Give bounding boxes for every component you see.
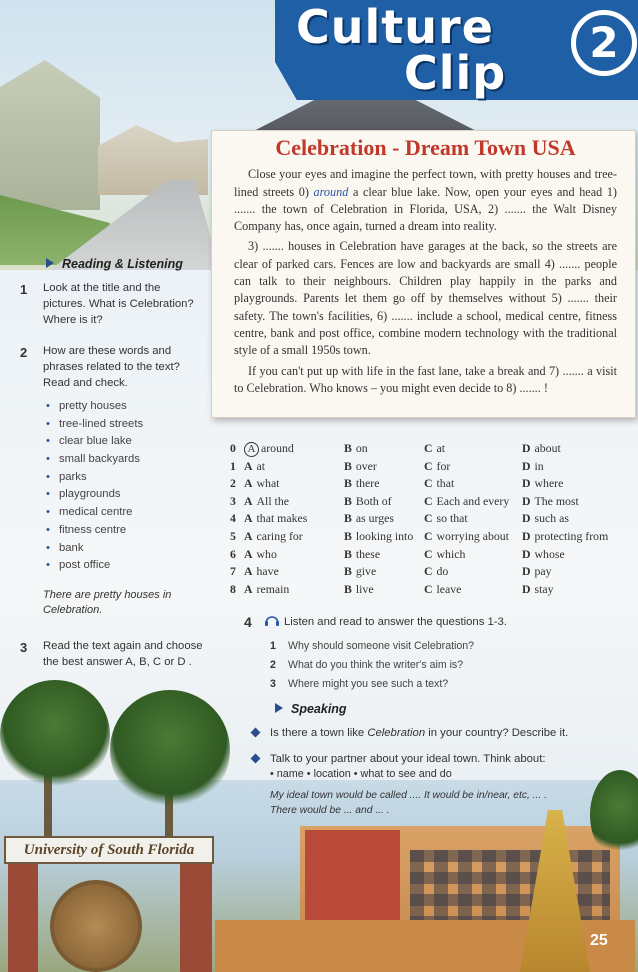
exercise-number: 2: [20, 345, 28, 360]
answer-option-d: [522, 529, 608, 544]
reading-paragraph-3: If you can't put up with life in the fast lane, take a break and 7) ....... a visit to Celebration. Who knows – you might even decide to 8) ....... !: [234, 363, 617, 395]
speaking-text-italic: Celebration: [367, 727, 426, 739]
speaking-item-2: Talk to your partner about your ideal town. Think about:: [270, 753, 546, 765]
list-item: • fitness centre: [46, 524, 143, 542]
example-sentence: There are pretty houses in Celebration.: [43, 589, 172, 616]
option-letter: D: [522, 441, 531, 455]
option-letter: D: [522, 458, 531, 473]
exercise-2-text: How are these words and phrases related to the text? Read and check.: [43, 345, 180, 389]
answer-row-number: 5: [230, 529, 236, 543]
option-text: such as: [534, 511, 569, 526]
option-letter: D: [522, 581, 531, 596]
banner-title-line2: Clip: [404, 46, 507, 100]
answer-option-c: [424, 494, 509, 509]
answer-option-d: [522, 476, 563, 491]
option-text: which: [436, 546, 466, 561]
answer-option-a: [244, 511, 307, 526]
answer-option-a: [244, 441, 294, 457]
answer-option-c: [424, 582, 461, 597]
answer-option-c: [424, 564, 448, 579]
answer-option-c: [424, 511, 468, 526]
option-text: on: [355, 441, 368, 455]
arrow-icon: [46, 258, 54, 268]
list-item: [270, 678, 474, 697]
answer-option-b: [344, 547, 380, 562]
option-text: whose: [534, 546, 565, 561]
heading-label: Reading & Listening: [62, 257, 183, 271]
answer-option-d: [522, 547, 565, 562]
option-letter: D: [522, 493, 531, 508]
answer-option-b: [344, 564, 376, 579]
answer-option-c: [424, 459, 450, 474]
answer-option-b: [344, 582, 374, 597]
option-text: as urges: [355, 511, 394, 526]
list-item: • bank: [46, 542, 143, 560]
exercise-number: 3: [20, 640, 28, 655]
option-letter: B: [344, 458, 352, 473]
answer-option-a: [244, 529, 303, 544]
headphones-icon: [264, 614, 280, 626]
option-letter: D: [522, 476, 531, 491]
gate-pillar: [8, 862, 38, 972]
option-letter: B: [344, 476, 352, 491]
exercise-number: 1: [20, 282, 28, 297]
answer-option-b: [344, 511, 394, 526]
option-text: protecting from: [534, 529, 609, 543]
answer-option-c: [424, 476, 454, 491]
option-text: at: [256, 458, 266, 473]
answer-option-b: [344, 494, 392, 509]
option-letter: D: [522, 546, 531, 561]
reading-listening-heading: [46, 257, 183, 271]
option-text: stay: [534, 581, 554, 596]
option-text: worrying about: [436, 529, 509, 543]
option-letter: C: [424, 493, 433, 508]
option-letter: A: [244, 546, 253, 561]
option-letter: B: [344, 546, 352, 561]
option-text: what: [256, 476, 280, 491]
answer-option-a: [244, 564, 279, 579]
list-item: • tree-lined streets: [46, 418, 143, 436]
answer-row-number: 3: [230, 493, 236, 508]
answer-row-number: 2: [230, 476, 236, 491]
option-text: caring for: [256, 529, 303, 543]
option-text: leave: [436, 581, 462, 596]
option-letter: C: [424, 564, 433, 579]
bullet-diamond-icon: [251, 728, 261, 738]
reading-text-card: [211, 130, 636, 418]
answer-row-number: 6: [230, 546, 236, 561]
exercise-number: 4: [244, 614, 252, 630]
answer-option-a: [244, 459, 265, 474]
exercise-3-text: Read the text again and choose the best answer A, B, C or D .: [43, 640, 203, 668]
option-text: have: [256, 564, 279, 579]
option-letter: A: [244, 564, 253, 579]
option-letter: D: [522, 529, 531, 543]
option-letter: A: [244, 511, 253, 526]
word-list: [46, 400, 143, 577]
exercise-4-instruction: [264, 614, 584, 630]
answer-row-number: 4: [230, 511, 236, 526]
palm-tree: [110, 690, 230, 810]
answer-option-d: [522, 494, 579, 509]
answer-row-number: 1: [230, 458, 236, 473]
list-item: • pretty houses: [46, 400, 143, 418]
banner-title-line1: Culture: [296, 0, 494, 54]
option-text: that makes: [256, 511, 308, 526]
answer-option-c: [424, 529, 509, 544]
heading-label: Speaking: [291, 702, 347, 716]
unit-number-badge: 2: [571, 10, 637, 76]
option-letter: C: [424, 458, 433, 473]
option-text: All the: [256, 493, 289, 508]
reading-paragraph-1: [234, 166, 617, 235]
option-letter: D: [522, 564, 531, 579]
option-letter: A: [244, 476, 253, 491]
university-seal: [50, 880, 142, 972]
answer-row-number: 0: [230, 441, 236, 455]
speaking-text: in your country? Describe it.: [425, 727, 569, 739]
option-text: around: [261, 441, 294, 455]
option-text: Each and every: [436, 493, 510, 508]
answer-row-number: 7: [230, 564, 236, 579]
answer-option-d: [522, 511, 569, 526]
option-letter: A: [244, 529, 253, 543]
list-item: • post office: [46, 559, 143, 577]
answer-option-b: [344, 476, 379, 491]
option-letter: B: [344, 511, 352, 526]
list-item: • parks: [46, 471, 143, 489]
question-number: 1: [270, 640, 276, 652]
list-item: [270, 640, 474, 659]
reading-title: Celebration - Dream Town USA: [275, 135, 576, 160]
instruction-text: Listen and read to answer the questions 1-3.: [284, 616, 507, 628]
exercise-1-text: Look at the title and the pictures. What is Celebration? Where is it?: [43, 282, 194, 326]
option-letter: A: [244, 442, 259, 457]
answer-option-a: [244, 547, 277, 562]
question-list: [270, 640, 474, 697]
option-text: give: [355, 564, 377, 579]
list-item: • medical centre: [46, 506, 143, 524]
speaking-text: Is there a town like: [270, 727, 368, 739]
option-letter: B: [344, 529, 352, 543]
option-text: who: [256, 546, 277, 561]
option-letter: A: [244, 493, 253, 508]
option-letter: C: [424, 441, 433, 455]
answer-option-a: [244, 476, 279, 491]
option-text: do: [436, 564, 449, 579]
option-text: in: [534, 458, 544, 473]
option-letter: C: [424, 581, 433, 596]
option-text: so that: [436, 511, 468, 526]
list-item: • clear blue lake: [46, 435, 143, 453]
option-letter: A: [244, 458, 253, 473]
speaking-heading: [275, 702, 347, 716]
option-text: at: [436, 441, 446, 455]
answer-option-b: [344, 459, 377, 474]
question-number: 2: [270, 659, 276, 671]
answer-option-d: [522, 564, 552, 579]
question-text: Why should someone visit Celebration?: [288, 640, 475, 652]
option-letter: B: [344, 493, 352, 508]
answer-option-d: [522, 441, 561, 456]
option-text: that: [436, 476, 455, 491]
answer-option-a: [244, 494, 289, 509]
option-letter: B: [344, 581, 352, 596]
page-number: 25: [590, 932, 608, 949]
answer-option-c: [424, 547, 465, 562]
palm-tree: [0, 680, 110, 790]
answer-option-b: [344, 441, 368, 456]
option-text: pay: [534, 564, 552, 579]
option-text: where: [534, 476, 564, 491]
example-answer: around: [313, 184, 349, 199]
option-letter: C: [424, 511, 433, 526]
answer-option-d: [522, 459, 544, 474]
university-sign: University of South Florida: [4, 836, 214, 864]
speaking-example: [270, 788, 547, 818]
reading-paragraph-2: 3) ....... houses in Celebration have garages at the back, so the streets are clear of parked cars. Fences are low and backyards are small 4) ....... people can talk to their neighbours. Children play happily in the parks and playgrounds. Parents let them go off by themselves without 5) ....... their safety. The town's facilities, 6) ....... include a school, medical centre, fitness centre, bank and post office, combine modern technology with the traditional style of a small 1950s town.: [234, 239, 617, 358]
answer-option-a: [244, 582, 289, 597]
option-text: looking into: [355, 529, 414, 543]
option-text: these: [355, 546, 381, 561]
option-letter: D: [522, 511, 531, 526]
speaking-item-1: [270, 725, 610, 741]
gate-pillar: [180, 862, 212, 972]
option-letter: B: [344, 441, 352, 455]
answer-option-d: [522, 582, 554, 597]
option-text: Both of: [355, 493, 392, 508]
example-line: There would be ... and ... .: [270, 805, 390, 816]
question-number: 3: [270, 678, 276, 690]
list-item: • small backyards: [46, 453, 143, 471]
option-text: over: [355, 458, 377, 473]
question-text: What do you think the writer's aim is?: [288, 659, 464, 671]
option-letter: A: [244, 581, 253, 596]
option-text: The most: [534, 493, 579, 508]
example-line: My ideal town would be called .... It would be in/near, etc, ... .: [270, 790, 548, 801]
arrow-icon: [275, 703, 283, 713]
reading-text: Close your eyes and imagine the perfect town, with pretty houses and tree-lined streets 0): [234, 167, 617, 199]
option-letter: C: [424, 476, 433, 491]
option-text: there: [355, 476, 380, 491]
option-letter: B: [344, 564, 352, 579]
option-text: remain: [256, 581, 290, 596]
bullet-diamond-icon: [251, 754, 261, 764]
option-text: for: [436, 458, 451, 473]
option-text: live: [355, 581, 374, 596]
list-item: [270, 659, 474, 678]
option-letter: C: [424, 529, 433, 543]
question-text: Where might you see such a text?: [288, 678, 449, 690]
option-text: about: [534, 441, 561, 455]
reading-text: a clear blue lake. Now, open your eyes and head 1) ....... the town of Celebration in Florida, USA, 2) ....... the Walt Disney Company has, once again, turned a dream into reality.: [234, 184, 617, 234]
option-letter: C: [424, 546, 433, 561]
answer-option-b: [344, 529, 413, 544]
list-item: • playgrounds: [46, 488, 143, 506]
answer-row-number: 8: [230, 581, 236, 596]
speaking-points: • name • location • what to see and do: [270, 768, 452, 780]
answer-option-c: [424, 441, 445, 456]
